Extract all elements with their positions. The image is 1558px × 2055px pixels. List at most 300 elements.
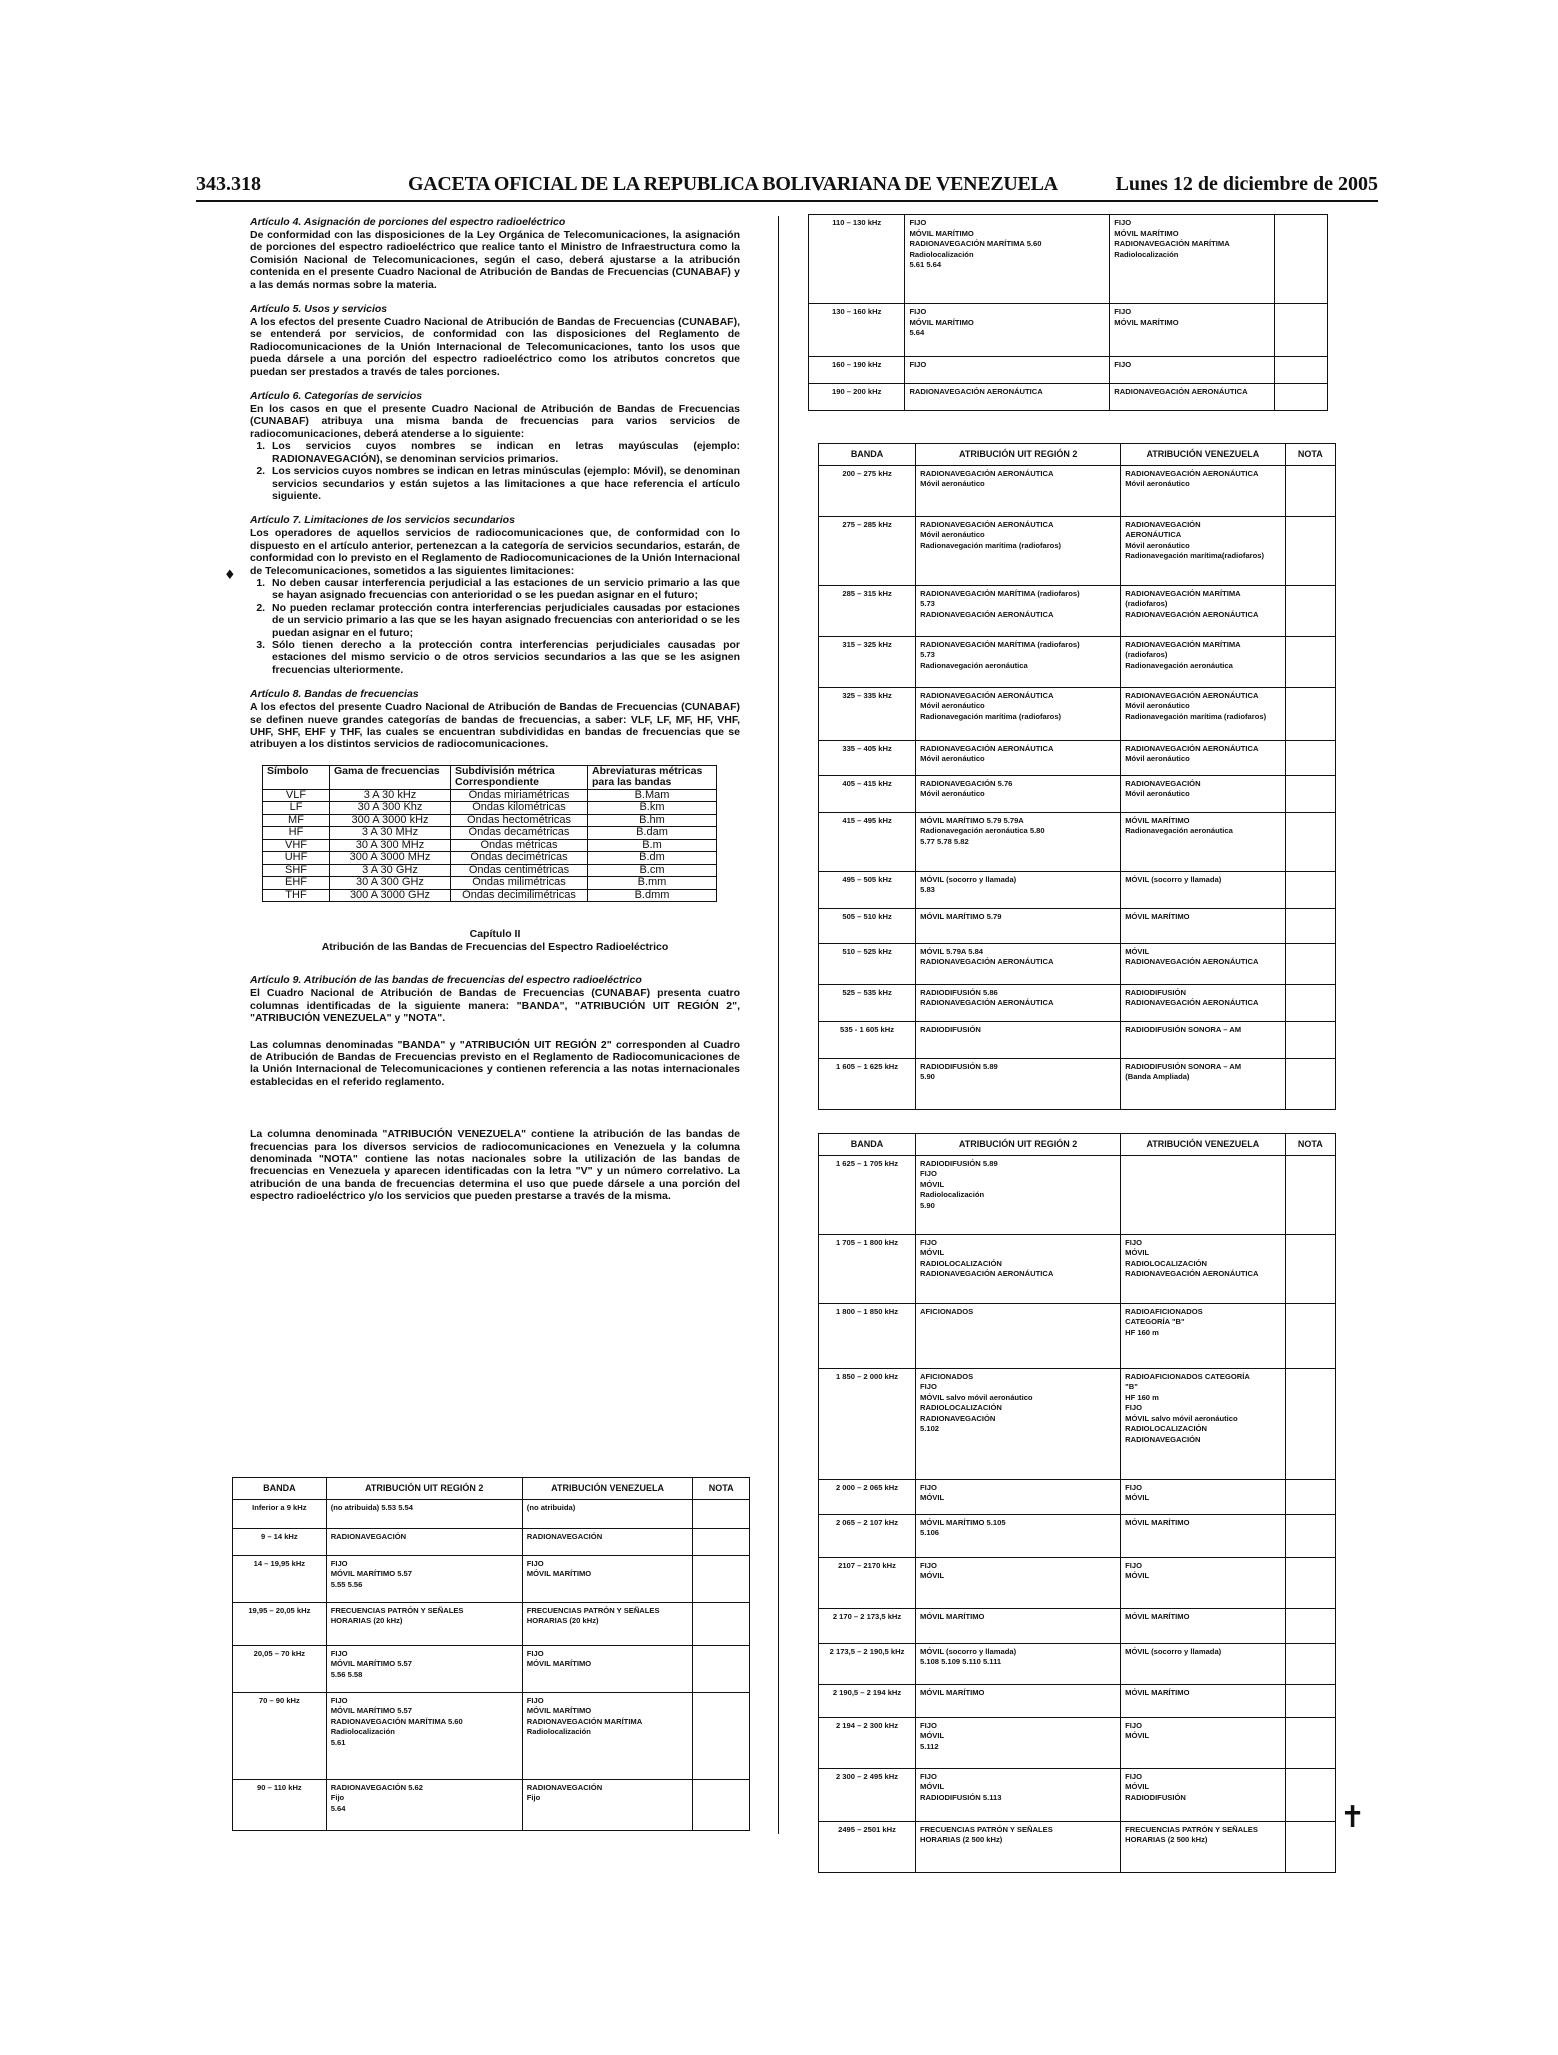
band-cell: 495 – 505 kHz bbox=[819, 871, 916, 908]
uit-region2-cell bbox=[916, 1717, 1121, 1768]
allocation-line: MÓVIL (socorro y llamada) bbox=[1125, 1646, 1222, 1656]
band-row bbox=[809, 215, 1328, 304]
note-cell bbox=[1285, 585, 1335, 636]
table-cell: 300 A 3000 MHz bbox=[330, 852, 451, 865]
list-item: 2. No pueden reclamar protección contra interferencias perjudiciales causadas por estaciones de un servicio primario a las que se les hayan asignado frecuencias con anterioridad o se les puedan asignar en el futuro; bbox=[268, 602, 740, 639]
uit-region2-cell bbox=[326, 1692, 522, 1779]
article bbox=[250, 688, 740, 751]
note-cell bbox=[693, 1692, 750, 1779]
table-cell: HF bbox=[263, 827, 330, 840]
allocation-line: 5.106 bbox=[920, 1528, 940, 1537]
band-cell: 9 – 14 kHz bbox=[233, 1528, 327, 1555]
band-row bbox=[233, 1692, 750, 1779]
venezuela-cell bbox=[1110, 215, 1274, 304]
venezuela-cell bbox=[1121, 775, 1285, 812]
note-cell bbox=[693, 1499, 750, 1528]
table-cell: UHF bbox=[263, 852, 330, 865]
uit-region2-cell bbox=[916, 812, 1121, 871]
venezuela-cell bbox=[1121, 687, 1285, 740]
column-header: BANDA bbox=[819, 1134, 916, 1156]
allocation-line: FIJO bbox=[1125, 1403, 1143, 1412]
margin-mark: ♦ bbox=[224, 568, 236, 583]
allocation-line: Radionavegación aeronáutica bbox=[1125, 826, 1233, 835]
allocation-line: RADIONAVEGACIÓN AERONÁUTICA bbox=[1125, 1269, 1259, 1278]
table-cell: VLF bbox=[263, 789, 330, 802]
table-cell: B.dam bbox=[588, 827, 717, 840]
band-cell: 2 065 – 2 107 kHz bbox=[819, 1514, 916, 1557]
venezuela-cell bbox=[1121, 1155, 1285, 1234]
band-cell: 1 605 – 1 625 kHz bbox=[819, 1058, 916, 1109]
table-row bbox=[263, 789, 717, 802]
left-column bbox=[250, 216, 740, 1215]
allocation-line: RADIODIFUSIÓN SONORA – AM bbox=[1125, 1061, 1242, 1071]
allocation-line: RADIONAVEGACIÓN bbox=[526, 1782, 603, 1792]
band-row bbox=[819, 1608, 1336, 1643]
article-title: Artículo 7. Limitaciones de los servicios secundarios bbox=[250, 514, 515, 527]
allocation-line: MÓVIL MARÍTIMO bbox=[1114, 228, 1179, 238]
uit-region2-cell bbox=[916, 1021, 1121, 1058]
table-cell: Ondas miriamétricas bbox=[451, 789, 588, 802]
allocation-line: Móvil aeronáutico bbox=[920, 701, 985, 710]
table-cell: Ondas hectométricas bbox=[451, 814, 588, 827]
page-number: 343.318 bbox=[196, 173, 261, 195]
note-cell bbox=[1285, 1684, 1335, 1717]
band-table-left bbox=[232, 1477, 750, 1831]
band-row bbox=[233, 1645, 750, 1692]
column-header: NOTA bbox=[1285, 444, 1335, 466]
venezuela-cell bbox=[1121, 943, 1285, 984]
venezuela-cell bbox=[522, 1645, 693, 1692]
table-cell: Ondas métricas bbox=[451, 839, 588, 852]
band-row bbox=[819, 1155, 1336, 1234]
allocation-line: 5.102 bbox=[920, 1424, 940, 1433]
allocation-line: 5.61 5.64 bbox=[909, 260, 942, 269]
allocation-line: (radiofaros) bbox=[1125, 650, 1168, 659]
band-row bbox=[819, 1717, 1336, 1768]
allocation-line: 5.64 bbox=[909, 328, 925, 337]
table-row bbox=[263, 864, 717, 877]
note-cell bbox=[1285, 1155, 1335, 1234]
column-header: ATRIBUCIÓN UIT REGIÓN 2 bbox=[916, 1134, 1121, 1156]
band-cell: Inferior a 9 kHz bbox=[233, 1499, 327, 1528]
allocation-line: MÓVIL bbox=[1125, 1731, 1150, 1740]
venezuela-cell bbox=[1121, 1514, 1285, 1557]
allocation-line: RADIONAVEGACIÓN AERONÁUTICA bbox=[920, 1269, 1054, 1278]
venezuela-cell bbox=[522, 1499, 693, 1528]
article-paragraph: El Cuadro Nacional de Atribución de Bandas de Frecuencias (CUNABAF) presenta cuatro columnas identificadas de la siguiente manera: "BANDA", "ATRIBUCIÓN UIT REGIÓN 2", "ATRIBUCIÓN VENEZUELA" y "NOTA". bbox=[250, 987, 740, 1025]
table-cell: 30 A 300 Khz bbox=[330, 802, 451, 815]
allocation-line: FIJO bbox=[1125, 1560, 1143, 1570]
venezuela-cell bbox=[1121, 585, 1285, 636]
table-cell: EHF bbox=[263, 877, 330, 890]
allocation-line: Radionavegación marítima (radiofaros) bbox=[920, 540, 1062, 550]
allocation-line: MÓVIL bbox=[920, 1782, 945, 1791]
table-cell: 3 A 30 GHz bbox=[330, 864, 451, 877]
allocation-line: RADIONAVEGACIÓN MARÍTIMA bbox=[526, 1716, 643, 1726]
allocation-line: MÓVIL MARÍTIMO bbox=[1125, 1687, 1190, 1697]
venezuela-cell bbox=[1121, 908, 1285, 943]
uit-region2-cell bbox=[326, 1528, 522, 1555]
allocation-line: HORARIAS (20 kHz) bbox=[330, 1616, 403, 1625]
uit-region2-cell bbox=[916, 465, 1121, 516]
allocation-line: CATEGORÍA "B" bbox=[1125, 1317, 1185, 1326]
band-row bbox=[809, 357, 1328, 384]
venezuela-cell bbox=[1121, 1234, 1285, 1303]
allocation-line: FIJO bbox=[526, 1648, 544, 1658]
article bbox=[250, 390, 740, 502]
allocation-line: RADIODIFUSIÓN 5.89 bbox=[920, 1061, 998, 1071]
band-cell: 285 – 315 kHz bbox=[819, 585, 916, 636]
band-cell: 90 – 110 kHz bbox=[233, 1779, 327, 1830]
allocation-line: FIJO bbox=[1114, 360, 1132, 369]
article-9 bbox=[250, 974, 740, 1202]
table-cell: 300 A 3000 GHz bbox=[330, 889, 451, 902]
band-cell: 110 – 130 kHz bbox=[809, 215, 905, 304]
allocation-line: RADIONAVEGACIÓN bbox=[1125, 519, 1201, 529]
column-header: Abreviaturas métricas para las bandas bbox=[588, 765, 717, 789]
venezuela-cell bbox=[522, 1779, 693, 1830]
band-row bbox=[819, 1684, 1336, 1717]
allocation-line: AFICIONADOS bbox=[920, 1371, 974, 1381]
table-row bbox=[263, 814, 717, 827]
table-row bbox=[263, 802, 717, 815]
uit-region2-cell bbox=[916, 1821, 1121, 1872]
note-cell bbox=[1285, 1021, 1335, 1058]
venezuela-cell bbox=[1121, 1021, 1285, 1058]
allocation-line: MÓVIL bbox=[1125, 1248, 1150, 1257]
note-cell bbox=[1285, 1557, 1335, 1608]
band-row bbox=[819, 740, 1336, 775]
allocation-line: RADIODIFUSIÓN 5.86 bbox=[920, 987, 998, 997]
band-row bbox=[819, 943, 1336, 984]
article-paragraph: A los efectos del presente Cuadro Nacional de Atribución de Bandas de Frecuencias (CUNABAF), se entenderá por servicios, de conformidad con las disposiciones del Reglamento de Radiocomunicaciones de la Unión Internacional de Telecomunicaciones, tanto los usos que pueda dársele a una porción del espectro radioeléctrico como los atributos concretos que puedan ser prestados a través de tales porciones. bbox=[250, 316, 740, 378]
list-item: 3. Sólo tienen derecho a la protección contra interferencias perjudiciales causadas por estaciones del mismo servicio o de otros servicios secundarios a las que se les asignen frecuencias ulteriormente. bbox=[268, 639, 740, 676]
band-cell: 275 – 285 kHz bbox=[819, 516, 916, 585]
venezuela-cell bbox=[1121, 1717, 1285, 1768]
list-item: 1. No deben causar interferencia perjudicial a las estaciones de un servicio primario a las que se hayan asignado frecuencias con anterioridad o se les puedan asignar en el futuro; bbox=[268, 577, 740, 602]
allocation-line: AERONÁUTICA bbox=[1125, 530, 1182, 539]
table-row bbox=[263, 852, 717, 865]
note-cell bbox=[1285, 636, 1335, 687]
note-cell bbox=[693, 1528, 750, 1555]
allocation-line: RADIONAVEGACIÓN AERONÁUTICA bbox=[1125, 743, 1259, 753]
band-row bbox=[819, 1058, 1336, 1109]
note-cell bbox=[1285, 871, 1335, 908]
venezuela-cell bbox=[1121, 740, 1285, 775]
allocation-line: FIJO bbox=[909, 360, 927, 369]
uit-region2-cell bbox=[916, 943, 1121, 984]
column-header: ATRIBUCIÓN VENEZUELA bbox=[522, 1478, 693, 1500]
article-title: Artículo 8. Bandas de frecuencias bbox=[250, 688, 419, 701]
band-cell: 2 190,5 – 2 194 kHz bbox=[819, 1684, 916, 1717]
allocation-line: FIJO bbox=[1114, 218, 1132, 227]
allocation-line: HF 160 m bbox=[1125, 1327, 1159, 1337]
uit-region2-cell bbox=[916, 775, 1121, 812]
venezuela-cell bbox=[522, 1692, 693, 1779]
allocation-line: MÓVIL salvo móvil aeronáutico bbox=[1125, 1413, 1238, 1423]
symbol-table bbox=[262, 765, 717, 903]
allocation-line: RADIONAVEGACIÓN MARÍTIMA bbox=[1114, 239, 1230, 248]
band-cell: 525 – 535 kHz bbox=[819, 984, 916, 1021]
venezuela-cell bbox=[1121, 636, 1285, 687]
band-row bbox=[819, 1234, 1336, 1303]
allocation-line: Móvil aeronáutico bbox=[1125, 701, 1190, 710]
allocation-line: (Banda Ampliada) bbox=[1125, 1072, 1190, 1081]
allocation-line: FIJO bbox=[920, 1237, 937, 1247]
allocation-line: Radionavegación aeronáutica bbox=[920, 660, 1028, 670]
chapter-title: Atribución de las Bandas de Frecuencias del Espectro Radioeléctrico bbox=[321, 941, 669, 954]
note-cell bbox=[1285, 1821, 1335, 1872]
article-title: Artículo 4. Asignación de porciones del espectro radioeléctrico bbox=[250, 216, 566, 228]
allocation-line: FIJO bbox=[330, 1648, 348, 1658]
allocation-line: Móvil aeronáutico bbox=[1125, 540, 1190, 550]
band-cell: 1 705 – 1 800 kHz bbox=[819, 1234, 916, 1303]
uit-region2-cell bbox=[916, 1608, 1121, 1643]
header-row bbox=[233, 1478, 750, 1500]
allocation-line: FIJO bbox=[1114, 307, 1132, 316]
allocation-line: 5.73 bbox=[920, 650, 935, 659]
allocation-line: RADIODIFUSIÓN SONORA – AM bbox=[1125, 1024, 1242, 1034]
allocation-line: Móvil aeronáutico bbox=[1125, 479, 1190, 488]
venezuela-cell bbox=[1121, 812, 1285, 871]
gazette-title: GACETA OFICIAL DE LA REPUBLICA BOLIVARIANA DE VENEZUELA bbox=[408, 173, 1058, 195]
uit-region2-cell bbox=[916, 1557, 1121, 1608]
allocation-line: MÓVIL MARÍTIMO bbox=[526, 1706, 592, 1715]
band-cell: 2107 – 2170 kHz bbox=[819, 1557, 916, 1608]
article-paragraph: De conformidad con las disposiciones de la Ley Orgánica de Telecomunicaciones, la asignación de porciones del espectro radioeléctrico que realice tanto el Ministro de Infraestructura como la Comisión Nacional de Telecomunicaciones, según el caso, deberá ajustarse a la atribución contenida en el presente Cuadro Nacional de Atribución de Bandas de Frecuencias (CUNABAF) y a las demás normas sobre la materia. bbox=[250, 229, 740, 291]
chapter-number: Capítulo II bbox=[469, 928, 521, 941]
band-cell: 2 000 – 2 065 kHz bbox=[819, 1479, 916, 1514]
venezuela-cell bbox=[1121, 1768, 1285, 1821]
allocation-line: Móvil aeronáutico bbox=[920, 754, 985, 763]
allocation-line: MÓVIL MARÍTIMO 5.105 bbox=[920, 1517, 1006, 1527]
allocation-line: MÓVIL MARÍTIMO 5.57 bbox=[330, 1706, 412, 1715]
venezuela-cell bbox=[1121, 1303, 1285, 1368]
uit-region2-cell bbox=[905, 215, 1110, 304]
allocation-line: Radionavegación aeronáutica 5.80 bbox=[920, 826, 1045, 835]
table-cell: 3 A 30 kHz bbox=[330, 789, 451, 802]
uit-region2-cell bbox=[916, 1234, 1121, 1303]
venezuela-cell bbox=[1121, 871, 1285, 908]
article-paragraph: A los efectos del presente Cuadro Nacional de Atribución de Bandas de Frecuencias (CUNABAF) se definen nueve grandes categorías de bandas de frecuencias, a saber: VLF, LF, MF, HF, VHF, UHF, SHF, EHF y THF, las cuales se encuentran subdivididas en bandas de frecuencias que se atribuyen a los distintos servicios de radiocomunicaciones. bbox=[250, 701, 740, 751]
uit-region2-cell bbox=[326, 1779, 522, 1830]
allocation-line: Radionavegación aeronáutica bbox=[1125, 660, 1233, 670]
page-header bbox=[196, 173, 1378, 199]
table-cell: B.hm bbox=[588, 814, 717, 827]
band-row bbox=[809, 304, 1328, 357]
uit-region2-cell bbox=[916, 984, 1121, 1021]
venezuela-cell bbox=[1121, 1058, 1285, 1109]
table-cell: Ondas decamétricas bbox=[451, 827, 588, 840]
band-row bbox=[819, 908, 1336, 943]
band-cell: 160 – 190 kHz bbox=[809, 357, 905, 384]
table-cell: B.Mam bbox=[588, 789, 717, 802]
band-cell: 335 – 405 kHz bbox=[819, 740, 916, 775]
note-cell bbox=[1285, 1643, 1335, 1684]
allocation-line: FIJO bbox=[1125, 1771, 1143, 1781]
allocation-line: RADIONAVEGACIÓN AERONÁUTICA bbox=[1114, 387, 1248, 396]
allocation-line: RADIODIFUSIÓN bbox=[920, 1024, 981, 1034]
allocation-line: MÓVIL MARÍTIMO 5.57 bbox=[330, 1569, 412, 1578]
uit-region2-cell bbox=[916, 585, 1121, 636]
column-header: NOTA bbox=[693, 1478, 750, 1500]
article-paragraph: En los casos en que el presente Cuadro Nacional de Atribución de Bandas de Frecuencias (CUNABAF) atribuya una misma banda de frecuencias para varios servicios de radiocomunicaciones, deberá atenderse a lo siguiente: bbox=[250, 403, 740, 440]
column-header: NOTA bbox=[1285, 1134, 1335, 1156]
article bbox=[250, 303, 740, 378]
allocation-line: 5.56 5.58 bbox=[330, 1669, 363, 1679]
column-header: BANDA bbox=[233, 1478, 327, 1500]
uit-region2-cell bbox=[916, 740, 1121, 775]
column-header: Gama de frecuencias bbox=[330, 765, 451, 789]
note-cell bbox=[1285, 1717, 1335, 1768]
allocation-line: RADIONAVEGACIÓN bbox=[330, 1531, 407, 1541]
allocation-line: RADIONAVEGACIÓN MARÍTIMA bbox=[1125, 588, 1241, 598]
allocation-line: FIJO bbox=[920, 1560, 937, 1570]
band-cell: 70 – 90 kHz bbox=[233, 1692, 327, 1779]
allocation-line: RADIONAVEGACIÓN AERONÁUTICA bbox=[920, 690, 1054, 700]
allocation-line: HORARIAS (2 500 kHz) bbox=[1125, 1835, 1208, 1844]
allocation-line: 5.112 bbox=[920, 1741, 939, 1751]
band-table-right-top bbox=[808, 214, 1328, 411]
allocation-line: MÓVIL MARÍTIMO bbox=[1125, 911, 1190, 921]
band-cell: 2 300 – 2 495 kHz bbox=[819, 1768, 916, 1821]
allocation-line: Móvil aeronáutico bbox=[920, 479, 985, 488]
column-header: ATRIBUCIÓN UIT REGIÓN 2 bbox=[916, 444, 1121, 466]
uit-region2-cell bbox=[905, 304, 1110, 357]
band-cell: 19,95 – 20,05 kHz bbox=[233, 1602, 327, 1645]
allocation-line: Móvil aeronáutico bbox=[920, 789, 985, 798]
allocation-line: RADIONAVEGACIÓN AERONÁUTICA bbox=[1125, 609, 1259, 619]
article-title: Artículo 9. Atribución de las bandas de frecuencias del espectro radioeléctrico bbox=[250, 974, 642, 987]
allocation-line: Móvil aeronáutico bbox=[1125, 754, 1190, 763]
table-row bbox=[263, 839, 717, 852]
note-cell bbox=[1274, 384, 1328, 411]
allocation-line: Radionavegación marítima (radiofaros) bbox=[920, 711, 1062, 721]
allocation-line: RADIODIFUSIÓN bbox=[1125, 987, 1186, 997]
allocation-line: FIJO bbox=[1125, 1720, 1143, 1730]
band-row bbox=[819, 871, 1336, 908]
allocation-line: MÓVIL bbox=[1125, 1782, 1150, 1791]
allocation-line: Radiolocalización bbox=[920, 1190, 985, 1199]
allocation-line: MÓVIL bbox=[920, 1248, 945, 1257]
band-cell: 20,05 – 70 kHz bbox=[233, 1645, 327, 1692]
allocation-line: MÓVIL MARÍTIMO 5.79 bbox=[920, 911, 1002, 921]
band-row bbox=[819, 687, 1336, 740]
allocation-line: RADIONAVEGACIÓN AERONÁUTICA bbox=[1125, 957, 1259, 966]
band-table-right-middle bbox=[818, 443, 1336, 1110]
allocation-line: FIJO bbox=[330, 1558, 348, 1568]
allocation-line: FRECUENCIAS PATRÓN Y SEÑALES bbox=[920, 1824, 1053, 1834]
allocation-line: FIJO bbox=[909, 307, 927, 316]
allocation-line: AFICIONADOS bbox=[920, 1306, 974, 1316]
venezuela-cell bbox=[1110, 384, 1274, 411]
note-cell bbox=[1285, 1608, 1335, 1643]
note-cell bbox=[1285, 1368, 1335, 1479]
uit-region2-cell bbox=[916, 1643, 1121, 1684]
band-cell: 415 – 495 kHz bbox=[819, 812, 916, 871]
venezuela-cell bbox=[1121, 465, 1285, 516]
table-cell: B.m bbox=[588, 839, 717, 852]
allocation-line: MÓVIL MARÍTIMO bbox=[909, 228, 974, 238]
allocation-line: MÓVIL bbox=[1125, 946, 1150, 956]
band-row bbox=[819, 1303, 1336, 1368]
allocation-line: MÓVIL (socorro y llamada) bbox=[1125, 874, 1222, 884]
uit-region2-cell bbox=[916, 1155, 1121, 1234]
allocation-line: RADIODIFUSIÓN bbox=[1125, 1792, 1186, 1802]
allocation-line: 5.73 bbox=[920, 599, 935, 608]
venezuela-cell bbox=[522, 1555, 693, 1602]
list-item: 2. Los servicios cuyos nombres se indican en letras minúsculas (ejemplo: Móvil), se denominan servicios secundarios y están sujetos a las limitaciones a que hace referencia el artículo siguiente. bbox=[268, 465, 740, 502]
band-row bbox=[819, 516, 1336, 585]
venezuela-cell bbox=[1121, 1684, 1285, 1717]
table-row bbox=[263, 889, 717, 902]
venezuela-cell bbox=[1110, 357, 1274, 384]
column-header: Subdivisión métrica Correspondiente bbox=[451, 765, 588, 789]
allocation-line: Móvil aeronáutico bbox=[920, 530, 985, 539]
allocation-line: RADIONAVEGACIÓN bbox=[920, 1413, 996, 1423]
band-cell: 2 170 – 2 173,5 kHz bbox=[819, 1608, 916, 1643]
allocation-line: (radiofaros) bbox=[1125, 599, 1168, 608]
note-cell bbox=[1274, 215, 1328, 304]
allocation-line: RADIOAFICIONADOS bbox=[1125, 1306, 1203, 1316]
allocation-line: (no atribuida) 5.53 5.54 bbox=[330, 1502, 413, 1512]
allocation-line: RADIONAVEGACIÓN AERONÁUTICA bbox=[920, 743, 1054, 753]
allocation-line: MÓVIL bbox=[1125, 1571, 1150, 1580]
note-cell bbox=[1285, 908, 1335, 943]
allocation-line: HORARIAS (2 500 kHz) bbox=[920, 1835, 1003, 1844]
band-row bbox=[819, 1768, 1336, 1821]
allocation-line: RADIOLOCALIZACIÓN bbox=[1125, 1258, 1207, 1268]
band-row bbox=[233, 1499, 750, 1528]
band-row bbox=[819, 1643, 1336, 1684]
uit-region2-cell bbox=[905, 384, 1110, 411]
uit-region2-cell bbox=[916, 1479, 1121, 1514]
allocation-line: Radiolocalización bbox=[1114, 249, 1179, 259]
uit-region2-cell bbox=[916, 687, 1121, 740]
allocation-line: MÓVIL MARÍTIMO bbox=[909, 317, 974, 327]
allocation-line: MÓVIL MARÍTIMO bbox=[1125, 815, 1190, 825]
table-cell: VHF bbox=[263, 839, 330, 852]
allocation-line: RADIONAVEGACIÓN bbox=[526, 1531, 603, 1541]
allocation-line: MÓVIL (socorro y llamada) bbox=[920, 1646, 1017, 1656]
note-cell bbox=[1274, 357, 1328, 384]
uit-region2-cell bbox=[916, 636, 1121, 687]
uit-region2-cell bbox=[916, 1303, 1121, 1368]
venezuela-cell bbox=[1121, 1368, 1285, 1479]
uit-region2-cell bbox=[326, 1645, 522, 1692]
table-cell: 300 A 3000 kHz bbox=[330, 814, 451, 827]
article-paragraph: Las columnas denominadas "BANDA" y "ATRIBUCIÓN UIT REGIÓN 2" corresponden al Cuadro de Atribución de Bandas de Frecuencias previsto en el Reglamento de Radiocomunicaciones de la Unión Internacional de Telecomunicaciones y contienen referencia a las notas internacionales establecidas en el referido reglamento. bbox=[250, 1038, 740, 1088]
note-cell bbox=[693, 1555, 750, 1602]
allocation-line: 5.90 bbox=[920, 1200, 935, 1210]
uit-region2-cell bbox=[326, 1602, 522, 1645]
allocation-line: 5.83 bbox=[920, 885, 935, 894]
band-row bbox=[819, 1479, 1336, 1514]
allocation-line: HF 160 m bbox=[1125, 1392, 1159, 1402]
allocation-line: HORARIAS (20 kHz) bbox=[526, 1616, 599, 1625]
uit-region2-cell bbox=[916, 1058, 1121, 1109]
allocation-line: MÓVIL MARÍTIMO bbox=[526, 1569, 592, 1578]
note-cell bbox=[1285, 1479, 1335, 1514]
allocation-line: RADIONAVEGACIÓN AERONÁUTICA bbox=[920, 519, 1054, 529]
table-cell: THF bbox=[263, 889, 330, 902]
allocation-line: RADIONAVEGACIÓN MARÍTIMA (radiofaros) bbox=[920, 588, 1080, 598]
band-row bbox=[819, 1821, 1336, 1872]
allocation-line: MÓVIL 5.79A 5.84 bbox=[920, 946, 984, 956]
allocation-line: (no atribuida) bbox=[526, 1502, 576, 1512]
note-cell bbox=[1285, 1303, 1335, 1368]
allocation-line: MÓVIL salvo móvil aeronáutico bbox=[920, 1392, 1033, 1402]
